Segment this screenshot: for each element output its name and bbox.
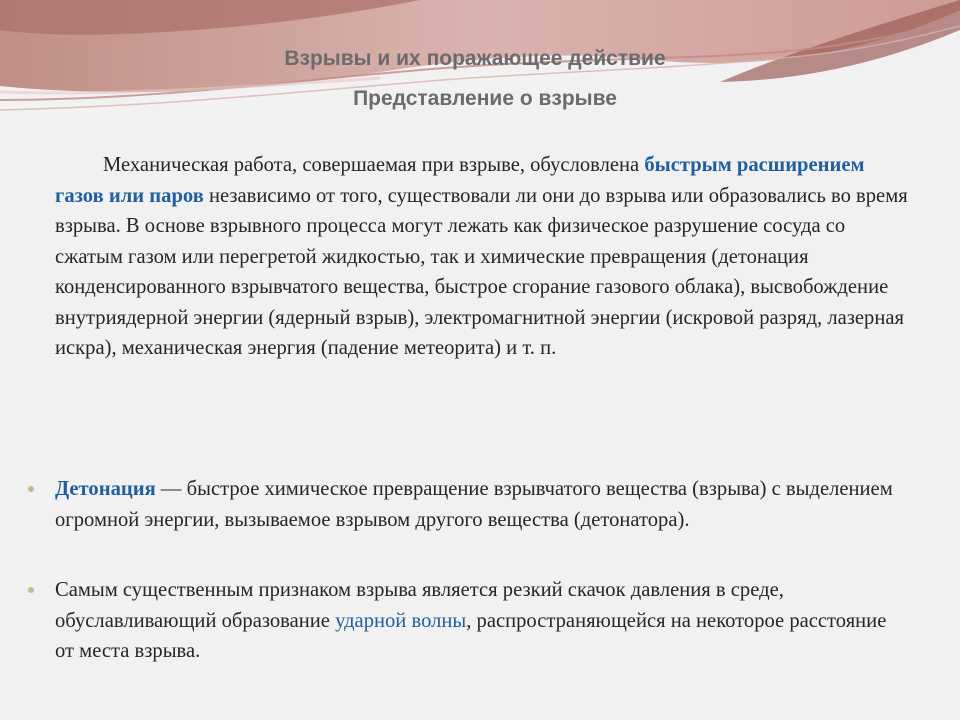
paragraph-highlight: быстрым расширением газов или паров [55, 154, 865, 207]
bullet-highlight: ударной волны [335, 609, 467, 632]
bullet-text [55, 575, 900, 667]
paragraph-text-end: независимо от того, существовали ли они до взрыва или образовались во время взрыва. В основе взрывного процесса могут лежать как физическое разрушение сосуда со сжатым газом или перегретой жидкостью, так и химические превращения (детонация конденсированного взрывчатого вещества, быстрое сгорание газового облака), высвобождение внутриядерной энергии (ядерный взрыв), электромагнитной энергии (искровой разряд, лазерная искра), механическая энергия (падение метеорита) и т. п. [55, 184, 908, 359]
bullet-text-end: , распространяющейся на некоторое расстояние от места взрыва. [55, 609, 887, 662]
slide-title: Взрывы и их поражающее действие [284, 47, 666, 70]
bullet-text-start: Самым существенным признаком взрыва является резкий скачок давления в среде, обуславливающий образование [55, 579, 784, 632]
bullet-dot-icon [28, 486, 34, 492]
bullet-text [55, 474, 900, 535]
bullet-term: Детонация [55, 478, 156, 500]
bullet-dot-icon [28, 587, 34, 593]
intro-paragraph [55, 150, 915, 364]
slide-subtitle: Представление о взрыве [353, 87, 617, 110]
bullet-definition: — быстрое химическое превращение взрывчатого вещества (взрыва) с выделением огромной энергии, вызываемое взрывом другого вещества (детонатора). [55, 478, 893, 531]
paragraph-text-start: Механическая работа, совершаемая при взрыве, обусловлена [103, 154, 645, 176]
decorative-wave-banner [0, 0, 960, 150]
